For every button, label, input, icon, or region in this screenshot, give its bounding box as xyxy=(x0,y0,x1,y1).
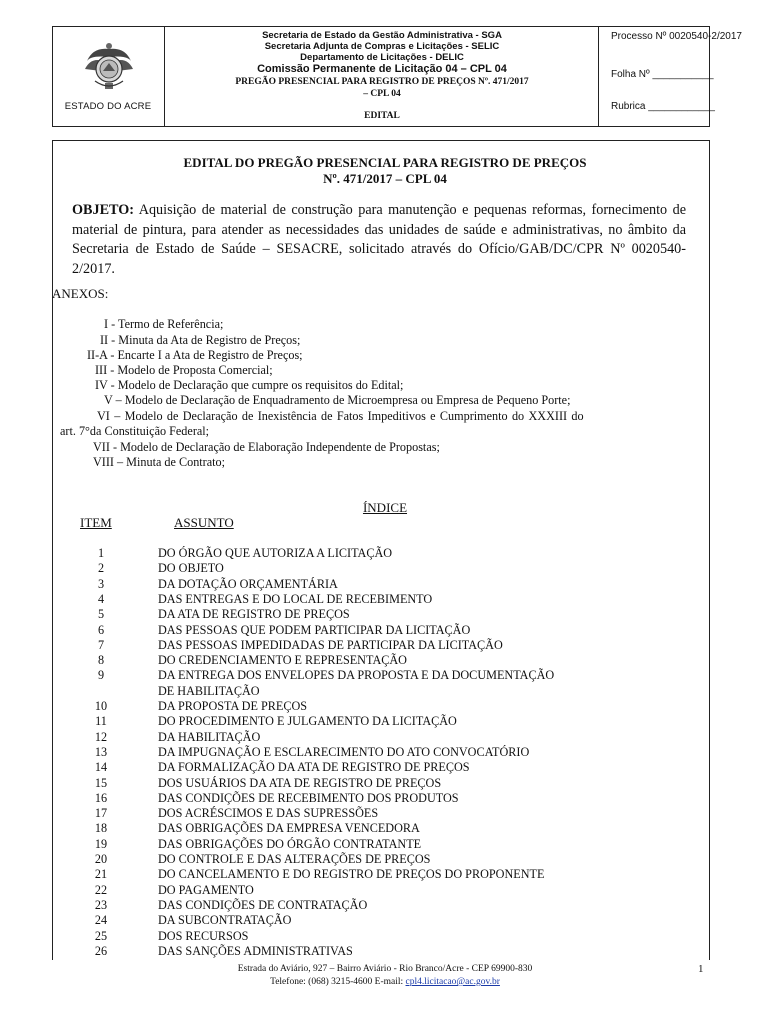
indice-item-number: 15 xyxy=(94,775,108,790)
rubrica-field: Rubrica ____________ xyxy=(611,101,715,112)
anexo-item: I - Termo de Referência; xyxy=(104,317,224,331)
indice-item-subject: DA ENTREGA DOS ENVELOPES DA PROPOSTA E DA DOCUMENTAÇÃO xyxy=(158,668,555,683)
objeto-paragraph xyxy=(72,201,686,279)
indice-item-number: 25 xyxy=(94,928,108,943)
indice-item-subject: DE HABILITAÇÃO xyxy=(158,683,260,698)
indice-item-number: 17 xyxy=(94,806,108,821)
state-coat-of-arms-icon xyxy=(83,41,135,93)
header-line-7: EDITAL xyxy=(364,111,400,121)
folha-field: Folha Nº ___________ xyxy=(611,69,714,80)
indice-item-number: 2 xyxy=(97,561,105,576)
indice-item-number: 1 xyxy=(97,546,105,560)
indice-item-number: 21 xyxy=(94,867,108,882)
anexo-item: V – Modelo de Declaração de Enquadramento de Microempresa ou Empresa de Pequeno Porte; xyxy=(104,393,571,407)
indice-item-number: 7 xyxy=(97,637,105,652)
header-line-5: PREGÃO PRESENCIAL PARA REGISTRO DE PREÇOS Nº. 471/2017 xyxy=(235,77,529,87)
indice-item-subject: DOS USUÁRIOS DA ATA DE REGISTRO DE PREÇOS xyxy=(158,775,442,790)
header-title-cell xyxy=(165,27,599,126)
indice-item-subject: DO CONTROLE E DAS ALTERAÇÕES DE PREÇOS xyxy=(158,852,431,866)
page-number: 1 xyxy=(698,963,704,975)
indice-item-subject: DAS ENTREGAS E DO LOCAL DE RECEBIMENTO xyxy=(158,591,433,606)
indice-item-subject: DA FORMALIZAÇÃO DA ATA DE REGISTRO DE PREÇOS xyxy=(158,760,470,775)
footer-contact xyxy=(0,976,770,989)
indice-item-number: 8 xyxy=(97,653,105,668)
doc-title-line-1: EDITAL DO PREGÃO PRESENCIAL PARA REGISTRO DE PREÇOS xyxy=(183,155,587,170)
header-line-3: Departamento de Licitações - DELIC xyxy=(300,52,464,63)
column-header-assunto: ASSUNTO xyxy=(174,515,234,530)
indice-item-number: 18 xyxy=(94,821,108,836)
indice-item-number: 26 xyxy=(94,943,108,958)
header-line-6: – CPL 04 xyxy=(363,89,401,99)
indice-item-subject: DO CANCELAMENTO E DO REGISTRO DE PREÇOS DO PROPONENTE xyxy=(158,867,545,882)
indice-item-subject: DAS PESSOAS IMPEDIDADAS DE PARTICIPAR DA LICITAÇÃO xyxy=(158,637,503,652)
header-line-2: Secretaria Adjunta de Compras e Licitações - SELIC xyxy=(264,41,500,52)
footer-address: Estrada do Aviário, 927 – Bairro Aviário - Rio Branco/Acre - CEP 69900-830 xyxy=(237,964,533,974)
indice-item-number: 10 xyxy=(94,699,108,713)
indice-item-subject: DO PROCEDIMENTO E JULGAMENTO DA LICITAÇÃO xyxy=(158,714,457,729)
logo-cell xyxy=(53,27,165,126)
indice-item-subject: DO CREDENCIAMENTO E REPRESENTAÇÃO xyxy=(158,653,407,668)
indice-item-number: 5 xyxy=(97,607,105,622)
indice-item-subject: DAS SANÇÕES ADMINISTRATIVAS xyxy=(158,943,353,958)
anexo-item: IV - Modelo de Declaração que cumpre os requisitos do Edital; xyxy=(95,378,404,392)
indice-item-number: 19 xyxy=(94,836,108,851)
anexo-item: VII - Modelo de Declaração de Elaboração Independente de Propostas; xyxy=(93,440,440,454)
anexo-item: II - Minuta da Ata de Registro de Preços; xyxy=(100,333,301,347)
indice-item-number: 14 xyxy=(94,760,108,775)
objeto-text: Aquisição de material de construção para manutenção e pequenas reformas, fornecimento de material de pintura, para atender as necessidades das unidades de saúde e administrativas, no âmbito da Secretaria de Estado de Saúde – SESACRE, solicitado através do Ofício/GAB/DC/CPR Nº 0020540-2/2017. xyxy=(72,202,686,277)
indice-item-number: 4 xyxy=(97,591,105,606)
indice-item-number: 9 xyxy=(97,668,105,683)
indice-item-subject: DA DOTAÇÃO ORÇAMENTÁRIA xyxy=(158,576,338,591)
anexo-item: art. 7°da Constituição Federal; xyxy=(60,424,210,438)
logo-caption: ESTADO DO ACRE xyxy=(64,101,152,112)
indice-title: ÍNDICE xyxy=(362,500,408,515)
anexos-label: ANEXOS: xyxy=(52,286,109,301)
indice-item-subject: DAS OBRIGAÇÕES DA EMPRESA VENCEDORA xyxy=(158,821,420,836)
anexo-item: VIII – Minuta de Contrato; xyxy=(93,455,226,469)
indice-item-subject: DA HABILITAÇÃO xyxy=(158,729,261,744)
footer-phone: Telefone: (068) 3215-4600 E-mail: xyxy=(270,977,406,987)
indice-item-subject: DAS PESSOAS QUE PODEM PARTICIPAR DA LICITAÇÃO xyxy=(158,622,471,637)
header-line-4: Comissão Permanente de Licitação 04 – CPL 04 xyxy=(257,63,507,75)
indice-item-subject: DAS CONDIÇÕES DE RECEBIMENTO DOS PRODUTOS xyxy=(158,790,459,805)
footer-email-link[interactable]: cpl4.licitacao@ac.gov.br xyxy=(405,977,500,987)
indice-item-subject: DOS RECURSOS xyxy=(158,928,249,943)
indice-item-subject: DAS OBRIGAÇÕES DO ÓRGÃO CONTRATANTE xyxy=(158,836,422,851)
anexo-item: II-A - Encarte I a Ata de Registro de Preços; xyxy=(87,348,303,362)
indice-item-number: 11 xyxy=(95,714,107,729)
objeto-label: OBJETO: xyxy=(72,202,135,218)
document-header xyxy=(52,26,742,127)
doc-title-line-2: Nº. 471/2017 – CPL 04 xyxy=(323,171,447,186)
indice-item-number: 23 xyxy=(94,897,108,912)
indice-item-number: 20 xyxy=(94,852,108,866)
indice-item-subject: DO PAGAMENTO xyxy=(158,882,254,897)
column-header-item: ITEM xyxy=(80,515,112,530)
indice-item-number: 3 xyxy=(97,576,105,591)
page-footer xyxy=(0,963,770,989)
indice-item-subject: DOS ACRÉSCIMOS E DAS SUPRESSÕES xyxy=(158,806,379,821)
indice-item-number: 13 xyxy=(94,744,108,759)
indice-item-number: 16 xyxy=(94,790,108,805)
indice-item-subject: DO ÓRGÃO QUE AUTORIZA A LICITAÇÃO xyxy=(158,546,393,560)
indice-item-subject: DA IMPUGNAÇÃO E ESCLARECIMENTO DO ATO CONVOCATÓRIO xyxy=(158,744,530,759)
indice-item-number: 12 xyxy=(94,729,108,744)
anexo-item: III - Modelo de Proposta Comercial; xyxy=(95,363,273,377)
indice-item-subject: DO OBJETO xyxy=(158,561,224,576)
indice-item-number: 22 xyxy=(94,882,108,897)
processo-number: Processo Nº 0020540-2/2017 xyxy=(611,31,742,42)
indice-item-subject: DA ATA DE REGISTRO DE PREÇOS xyxy=(158,607,350,622)
indice-item-number: 24 xyxy=(94,913,108,928)
anexo-item: VI – Modelo de Declaração de Inexistência de Fatos Impeditivos e Cumprimento do XXXIII do xyxy=(97,409,584,423)
indice-item-number: 6 xyxy=(97,622,105,637)
header-line-1: Secretaria de Estado da Gestão Administrativa - SGA xyxy=(262,30,502,41)
indice-item-subject: DAS CONDIÇÕES DE CONTRATAÇÃO xyxy=(158,897,368,912)
header-process-cell xyxy=(599,27,742,126)
indice-item-subject: DA SUBCONTRATAÇÃO xyxy=(158,913,292,928)
indice-item-subject: DA PROPOSTA DE PREÇOS xyxy=(158,699,308,713)
